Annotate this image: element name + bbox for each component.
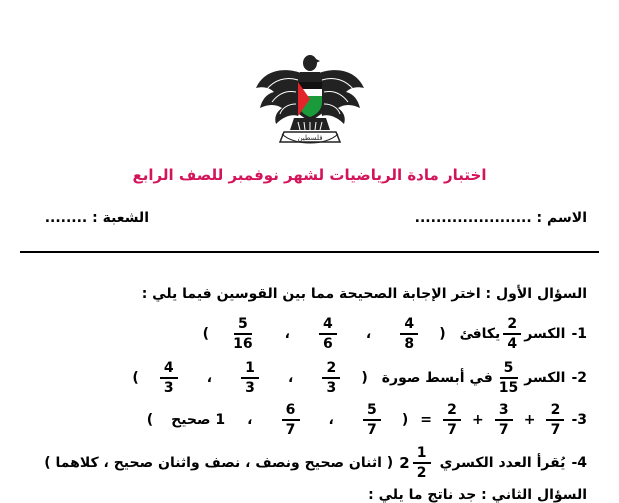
fraction-numerator: 5 [500,361,518,379]
fraction-numerator: 2 [443,403,461,421]
option-fraction [319,317,337,351]
open-paren: ( [361,370,368,386]
fraction-numerator: 6 [282,403,300,421]
fraction-denominator: 2 [416,465,427,481]
emblem-caption: فلسطين [297,134,323,142]
fraction-numerator: 1 [241,361,259,379]
item-prefix: يُقرأ العدد الكسري [439,455,566,471]
item-number: 4- [571,455,587,471]
fraction [496,361,521,395]
fraction-numerator: 3 [495,403,513,421]
fraction-numerator: 2 [546,403,564,421]
fraction [503,317,521,351]
question-item-3 [30,400,587,440]
close-paren: ) [202,326,210,342]
fraction-denominator: 3 [163,380,174,396]
item-number: 1- [571,326,587,342]
student-name-field: الاسم : ...................... [414,210,587,226]
addend-fraction [495,403,513,437]
question-1-heading: السؤال الأول : اختر الإجابة الصحيحة مما بين القوسين فيما يلي : [141,286,587,302]
fraction-denominator: 7 [447,422,457,438]
item-prefix: الكسر [524,370,566,386]
header-divider [20,251,599,253]
section-field: الشعبة : ........ [44,210,149,226]
question-2-heading: السؤال الثاني : جد ناتج ما يلي : [368,487,587,503]
fraction-numerator: 4 [400,317,418,335]
fraction-denominator: 7 [550,422,561,438]
fraction-denominator: 7 [498,422,509,438]
fraction-denominator: 7 [285,422,296,438]
item-number: 2- [571,370,587,386]
palestinian-eagle-emblem [254,52,366,150]
fraction-numerator: 5 [234,317,252,335]
fraction-denominator: 3 [245,380,255,396]
fraction-numerator: 1 [413,446,431,464]
open-paren: ( [439,326,446,342]
fraction-denominator: 16 [233,336,253,352]
fraction-denominator: 3 [326,380,337,396]
exam-title: اختبار مادة الرياضيات لشهر نوفمبر للصف الرابع [132,166,487,184]
separator: ، [206,370,213,386]
fraction-numerator: 2 [322,361,340,379]
fraction-denominator: 6 [323,336,333,352]
separator: ، [284,326,290,342]
option-fraction [160,361,178,395]
mixed-number-whole: 2 [399,454,410,472]
option-fraction [282,403,300,437]
separator: ، [328,412,334,428]
option-fraction [400,317,418,351]
addend-fraction [443,403,461,437]
plus-sign: + [471,412,484,428]
item-number: 3- [571,412,587,428]
item-prefix: الكسر [524,326,566,342]
question-item-2 [30,358,587,398]
option-fraction [230,317,255,351]
item-verb: في أبسط صورة [381,370,493,386]
fraction-numerator: 2 [503,317,521,335]
option-fraction [241,361,259,395]
mixed-number-fraction [413,446,431,480]
fraction-denominator: 4 [507,336,518,352]
open-paren: ( [401,412,409,428]
addend-fraction [546,403,564,437]
option-fraction [322,361,340,395]
question-item-4 [30,443,587,483]
plus-sign: + [523,412,536,428]
fraction-denominator: 15 [498,380,519,396]
item-choices: ( اثنان صحيح ونصف ، نصف واثنان صحيح ، كلاهما ) [44,455,394,471]
separator: ، [288,370,294,386]
fraction-numerator: 4 [319,317,337,335]
option-text: 1 صحيح [171,412,226,428]
question-item-1 [30,314,587,354]
fraction-denominator: 7 [366,422,377,438]
fraction-numerator: 5 [363,403,381,421]
equals-sign: = [420,412,432,428]
item-verb: يكافئ [459,326,501,342]
option-fraction [363,403,381,437]
separator: ، [365,326,372,342]
close-paren: ) [132,370,139,386]
fraction-numerator: 4 [160,361,178,379]
close-paren: ) [146,412,154,428]
fraction-denominator: 8 [404,336,415,352]
separator: ، [247,412,253,428]
